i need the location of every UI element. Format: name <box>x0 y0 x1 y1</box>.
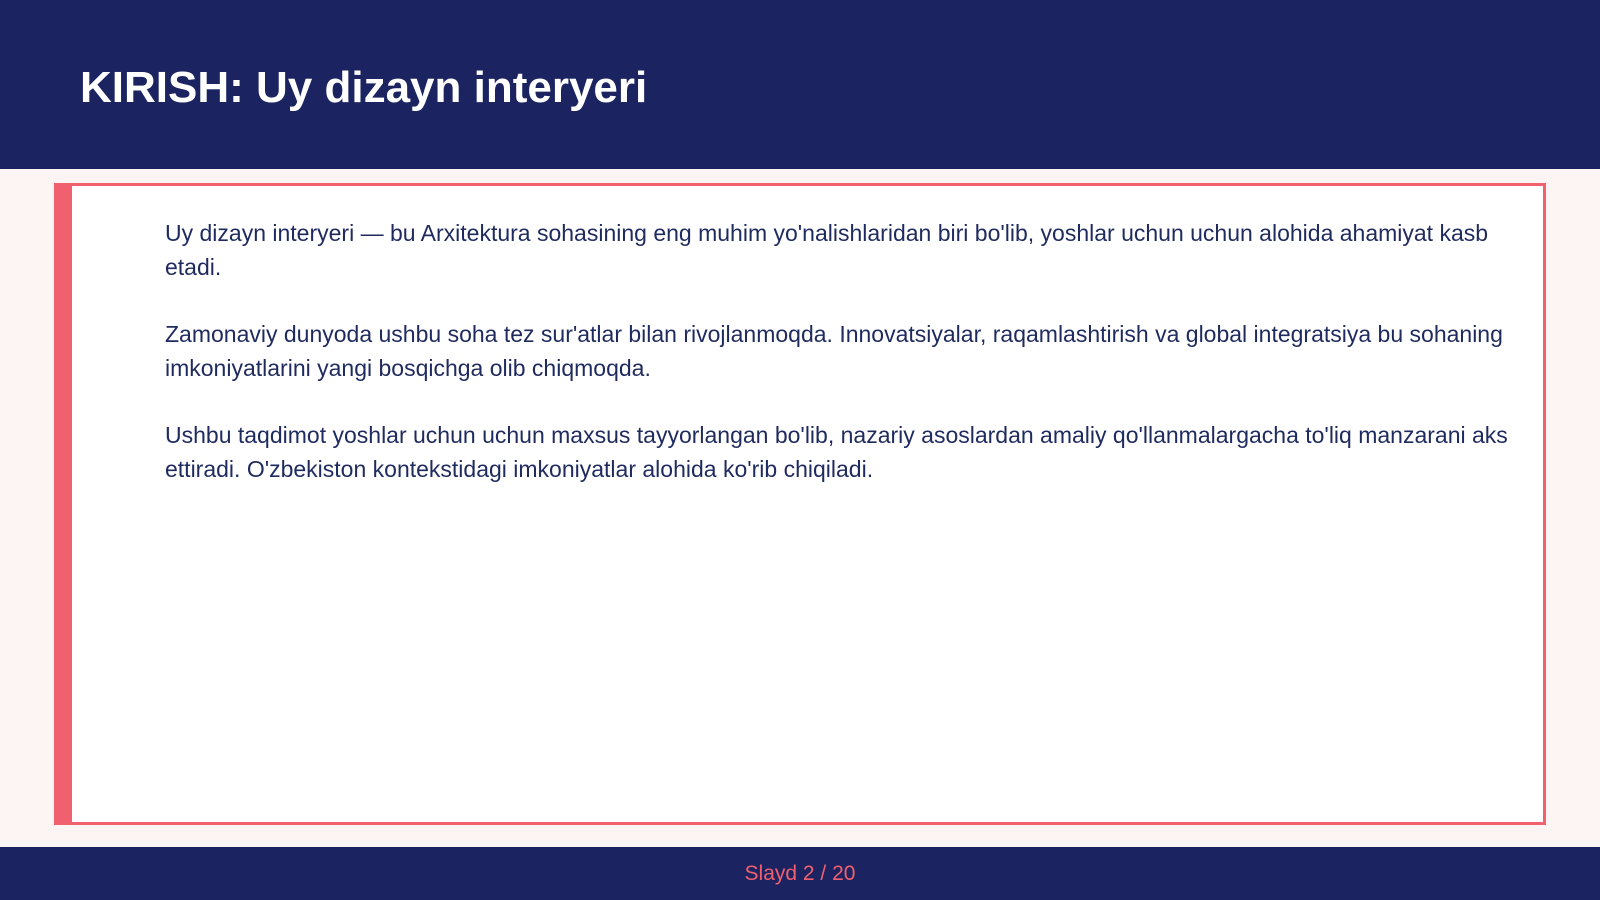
content-card <box>54 183 1546 825</box>
slide-number: Slayd 2 / 20 <box>744 862 856 885</box>
content-body <box>165 216 1535 519</box>
slide-header <box>0 0 1600 169</box>
paragraph-intro: Uy dizayn interyeri — bu Arxitektura sohasining eng muhim yo'nalishlaridan biri bo'lib, yoshlar uchun uchun alohida ahamiyat kasb etadi. <box>165 220 1489 280</box>
slide-title: KIRISH: Uy dizayn interyeri <box>80 63 648 112</box>
paragraph-presentation-purpose: Ushbu taqdimot yoshlar uchun uchun maxsus tayyorlangan bo'lib, nazariy asoslardan amaliy qo'llanmalargacha to'liq manzarani aks ettiradi. O'zbekiston kontekstidagi imkoniyatlar alohida ko'rib chiqiladi. <box>165 422 1508 482</box>
slide-footer <box>0 847 1600 900</box>
paragraph-modern-world: Zamonaviy dunyoda ushbu soha tez sur'atlar bilan rivojlanmoqda. Innovatsiyalar, raqamlashtirish va global integratsiya bu sohaning imkoniyatlarini yangi bosqichga olib chiqmoqda. <box>165 321 1503 381</box>
